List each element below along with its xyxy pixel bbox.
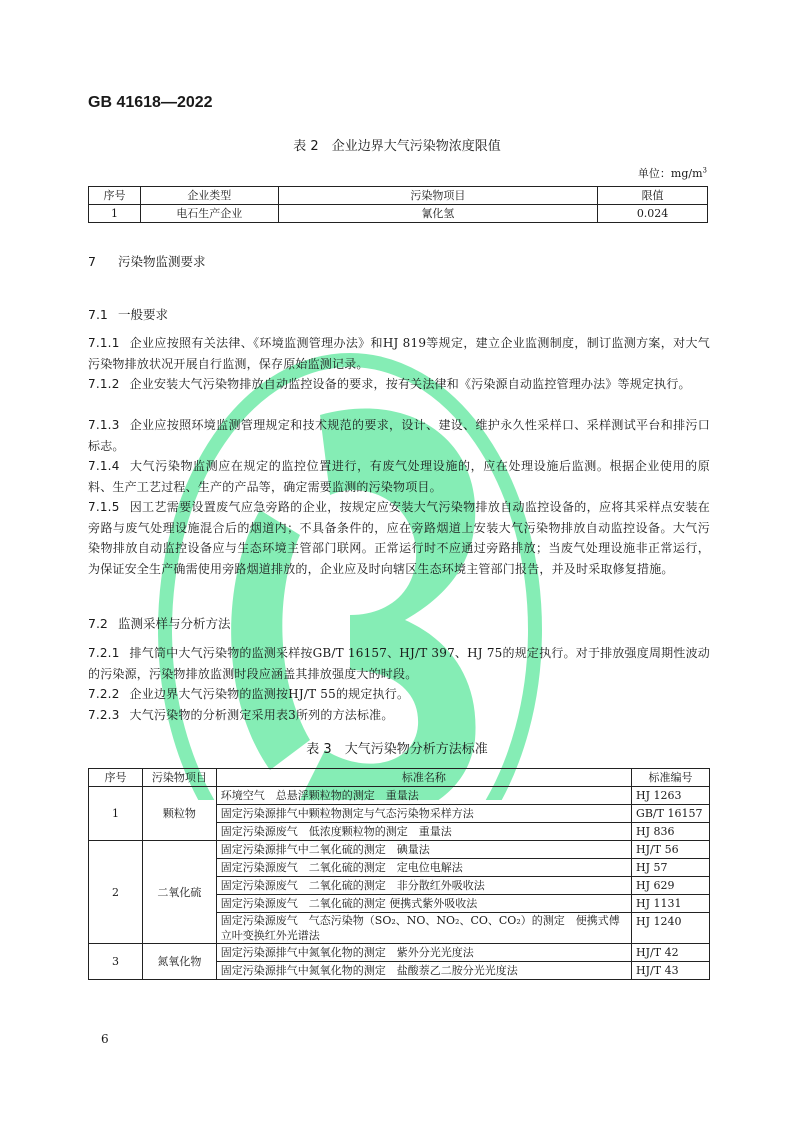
header-cell: 标准名称 [216,769,631,787]
table3-caption: 表 3 大气污染物分析方法标准 [306,742,488,757]
standard-code-cell: HJ 1131 [632,895,710,913]
standard-name-cell: 固定污染源排气中二氧化硫的测定 碘量法 [216,841,631,859]
standard-name-cell: 固定污染源排气中颗粒物测定与气态污染物采样方法 [216,805,631,823]
standard-name-cell: 固定污染源废气 气态污染物（SO₂、NO、NO₂、CO、CO₂）的测定 便携式傅立叶变换红外光谱法 [216,913,631,944]
header-cell: 企业类型 [140,187,278,205]
clause-7-2-2: 7.2.2 企业边界大气污染物的监测按HJ/T 55的规定执行。 [88,687,410,701]
standard-code-cell: HJ 836 [632,823,710,841]
table-row [89,787,710,805]
pollutant-cell: 二氧化硫 [142,841,216,944]
standard-code-cell: HJ 1263 [632,787,710,805]
header-cell: 序号 [89,769,143,787]
table-cell: 氰化氢 [278,205,597,223]
clause-7-1-4: 7.1.4 大气污染物监测应在规定的监控位置进行，有废气处理设施的，应在处理设施后监测。根据企业使用的原料、生产工艺过程、生产的产品等，确定需要监测的污染物项目。 [88,459,710,494]
header-cell: 序号 [89,187,141,205]
clause-7-1-3: 7.1.3 企业应按照环境监测管理规定和技术规范的要求，设计、建设、维护永久性采样口、采样测试平台和排污口标志。 [88,418,710,453]
clause-7-2-1: 7.2.1 排气筒中大气污染物的监测采样按GB/T 16157、HJ/T 397、HJ 75的规定执行。对于排放强度周期性波动的污染源，污染物排放监测时段应涵盖其排放强度大的时段。 [88,646,710,681]
standard-name-cell: 固定污染源排气中氮氧化物的测定 盐酸萘乙二胺分光光度法 [216,962,631,980]
section-7-2-heading: 7.2 监测采样与分析方法 [88,616,231,631]
clause-7-1-5: 7.1.5 因工艺需要设置废气应急旁路的企业，按规定应安装大气污染物排放自动监控设备的，应将其采样点安装在旁路与废气处理设施混合后的烟道内；不具备条件的，应在旁路烟道上安装大气污染物排放自动监控设备。大气污染物排放自动监控设备应与生态环境主管部门联网。正常运行时不应通过旁路排放；当废气处理设施非正常运行，为保证安全生产确需使用旁路烟道排放的，企业应及时向辖区生态环境主管部门报告，并及时采取修复措施。 [88,500,710,576]
standard-code-cell: HJ 57 [632,859,710,877]
section-7-1-heading: 7.1 一般要求 [88,307,169,322]
table2 [88,186,708,223]
header-cell: 污染物项目 [142,769,216,787]
header-cell: 标准编号 [632,769,710,787]
standard-id: GB 41618—2022 [88,94,213,111]
section-7-heading: 7 污染物监测要求 [88,254,206,269]
standard-code-cell: HJ 629 [632,877,710,895]
standard-name-cell: 固定污染源排气中氮氧化物的测定 紫外分光光度法 [216,944,631,962]
standard-code-cell: HJ 1240 [632,913,710,944]
standard-name-cell: 固定污染源废气 二氧化硫的测定 非分散红外吸收法 [216,877,631,895]
clause-7-2-3: 7.2.3 大气污染物的分析测定采用表3所列的方法标准。 [88,708,394,722]
standard-code-cell: HJ/T 43 [632,962,710,980]
table-cell: 1 [89,205,141,223]
clause-7-1-2: 7.1.2 企业安装大气污染物排放自动监控设备的要求，按有关法律和《污染源自动监控管理办法》等规定执行。 [88,377,691,391]
standard-name-cell: 固定污染源废气 低浓度颗粒物的测定 重量法 [216,823,631,841]
table-header-row [89,187,708,205]
standard-code-cell: HJ/T 42 [632,944,710,962]
standard-name-cell: 环境空气 总悬浮颗粒物的测定 重量法 [216,787,631,805]
table3 [88,768,710,980]
table-cell: 0.024 [598,205,708,223]
clause-7-1-1: 7.1.1 企业应按照有关法律、《环境监测管理办法》和HJ 819等规定，建立企业监测制度，制订监测方案，对大气污染物排放状况开展自行监测，保存原始监测记录。 [88,336,710,371]
table-row [89,841,710,859]
table-row [89,944,710,962]
pollutant-cell: 氮氧化物 [142,944,216,980]
table-row [89,205,708,223]
table2-unit: 单位：$mg/m^3$ [637,166,707,180]
standard-code-cell: HJ/T 56 [632,841,710,859]
table-cell: 电石生产企业 [140,205,278,223]
seq-cell: 1 [89,787,143,841]
seq-cell: 2 [89,841,143,944]
table2-caption: 表 2 企业边界大气污染物浓度限值 [293,139,501,154]
page-number: 6 [101,1032,109,1046]
pollutant-cell: 颗粒物 [142,787,216,841]
header-cell: 污染物项目 [278,187,597,205]
standard-name-cell: 固定污染源废气 二氧化硫的测定 便携式紫外吸收法 [216,895,631,913]
table-header-row [89,769,710,787]
standard-name-cell: 固定污染源废气 二氧化硫的测定 定电位电解法 [216,859,631,877]
standard-code-cell: GB/T 16157 [632,805,710,823]
seq-cell: 3 [89,944,143,980]
header-cell: 限值 [598,187,708,205]
